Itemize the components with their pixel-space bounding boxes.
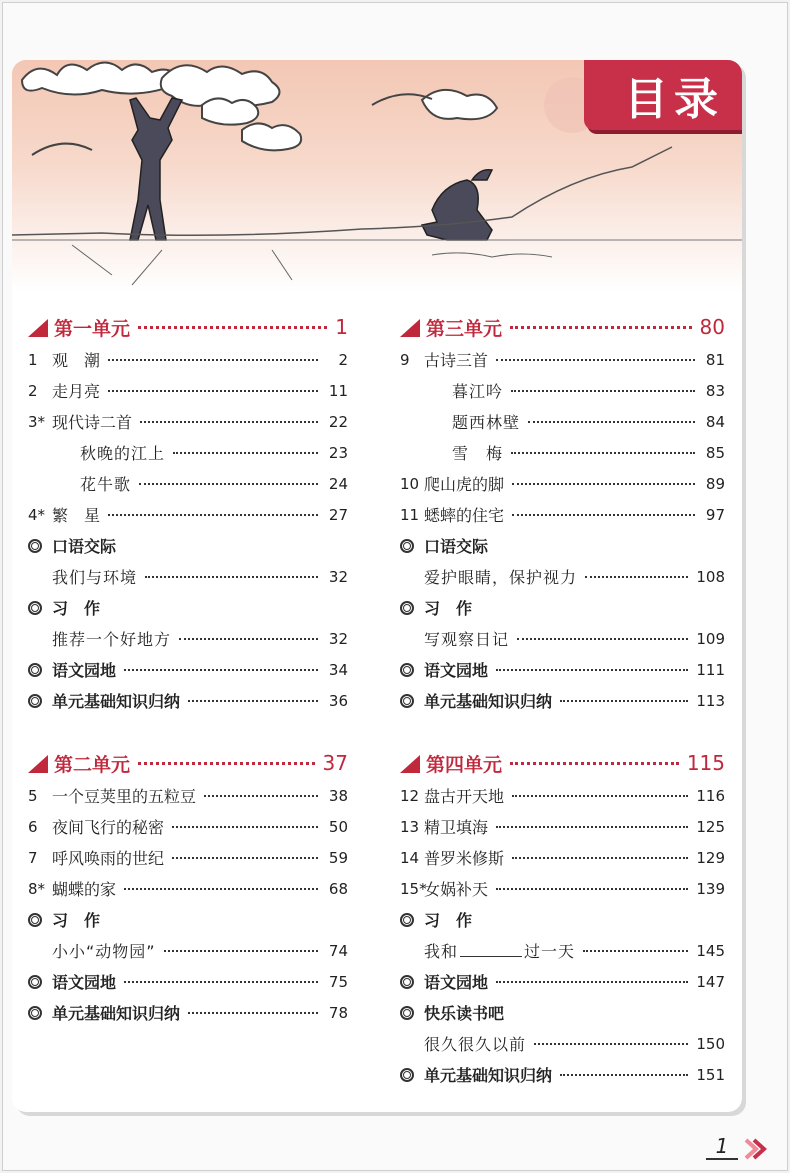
toc-subentry[interactable]: [28, 468, 348, 499]
toc-subentry[interactable]: [400, 935, 725, 966]
circle-bullet-icon: [28, 1006, 42, 1020]
unit-page: 115: [686, 751, 725, 775]
leader-dots: [172, 857, 318, 859]
leader-dots: [512, 795, 688, 797]
section-title: 单元基础知识归纳: [424, 1066, 553, 1085]
circle-bullet-icon: [400, 601, 414, 615]
toc-subentry[interactable]: [28, 935, 348, 966]
entry-title: 一个豆荚里的五粒豆: [52, 787, 197, 806]
unit-page: 80: [699, 315, 725, 339]
triangle-icon: [400, 319, 420, 337]
toc-entry[interactable]: [400, 344, 725, 375]
entry-page: 22: [328, 412, 348, 431]
section-title: 口语交际: [424, 537, 489, 556]
entry-title: 我们与环境: [52, 568, 138, 587]
leader-dots: [583, 950, 688, 952]
section-title: 习 作: [424, 911, 473, 930]
entry-page: 111: [696, 660, 725, 679]
leader-dots: [188, 700, 318, 702]
toc-entry[interactable]: [28, 406, 348, 437]
leader-dots: [172, 826, 318, 828]
toc-section[interactable]: [28, 685, 348, 716]
toc-entry[interactable]: [28, 344, 348, 375]
entry-title: 秋晚的江上: [80, 444, 166, 463]
entry-page: 81: [705, 350, 725, 369]
circle-bullet-icon: [28, 694, 42, 708]
section-title: 单元基础知识归纳: [52, 1004, 181, 1023]
entry-page: 108: [696, 567, 725, 586]
entry-index: 7: [28, 848, 38, 867]
entry-page: 83: [705, 381, 725, 400]
entry-page: 27: [328, 505, 348, 524]
unit-heading[interactable]: [28, 746, 348, 780]
unit-title: 第二单元: [54, 753, 131, 776]
toc-entry[interactable]: [400, 780, 725, 811]
circle-bullet-icon: [400, 694, 414, 708]
entry-index: 9: [400, 350, 410, 369]
circle-bullet-icon: [400, 1006, 414, 1020]
entry-index: 6: [28, 817, 38, 836]
unit-page: 1: [335, 315, 348, 339]
entry-title: 普罗米修斯: [424, 849, 505, 868]
leader-dots: [108, 359, 318, 361]
entry-title: 雪 梅: [452, 444, 504, 463]
entry-title: 夜间飞行的秘密: [52, 818, 165, 837]
entry-title: 精卫填海: [424, 818, 489, 837]
entry-page: 24: [328, 474, 348, 493]
entry-page: 84: [705, 412, 725, 431]
section-title: 语文园地: [424, 973, 489, 992]
toc-section[interactable]: [28, 904, 348, 935]
section-title: 快乐读书吧: [424, 1004, 505, 1023]
left-column: [28, 310, 348, 1028]
toc-entry[interactable]: [28, 873, 348, 904]
entry-title: 走月亮: [52, 382, 101, 401]
entry-title: 题西林壁: [452, 413, 521, 432]
entry-page: 50: [328, 817, 348, 836]
entry-index: 15*: [400, 879, 427, 898]
entry-page: 151: [696, 1065, 725, 1084]
entry-title: 蟋蟀的住宅: [424, 506, 505, 525]
toc-entry[interactable]: [28, 780, 348, 811]
entry-index: 8*: [28, 879, 46, 898]
toc-subentry[interactable]: [400, 1028, 725, 1059]
entry-title: 女娲补天: [424, 880, 489, 899]
toc-section[interactable]: [400, 904, 725, 935]
unit-heading[interactable]: [28, 310, 348, 344]
leader-dots: [528, 421, 695, 423]
leader-dots: [138, 326, 327, 329]
toc-subentry[interactable]: [400, 406, 725, 437]
leader-dots: [124, 981, 318, 983]
section-title: 语文园地: [52, 661, 117, 680]
toc-subentry[interactable]: [28, 623, 348, 654]
leader-dots: [204, 795, 318, 797]
unit-title: 第三单元: [426, 317, 503, 340]
section-title: 单元基础知识归纳: [424, 692, 553, 711]
leader-dots: [585, 576, 688, 578]
circle-bullet-icon: [28, 601, 42, 615]
section-title: 单元基础知识归纳: [52, 692, 181, 711]
entry-index: 14: [400, 848, 420, 867]
triangle-icon: [400, 755, 420, 773]
entry-title: 盘古开天地: [424, 787, 505, 806]
toc-entry[interactable]: [28, 375, 348, 406]
toc-section[interactable]: [400, 685, 725, 716]
circle-bullet-icon: [400, 975, 414, 989]
leader-dots: [534, 1043, 688, 1045]
leader-dots: [179, 638, 318, 640]
entry-title: 推荐一个好地方: [52, 630, 172, 649]
entry-page: 97: [705, 505, 725, 524]
entry-title-start: 我和: [424, 942, 459, 961]
entry-index: 1: [28, 350, 38, 369]
entry-index: 11: [400, 505, 420, 524]
entry-page: 147: [696, 972, 725, 991]
leader-dots: [496, 826, 688, 828]
entry-page: 32: [328, 629, 348, 648]
entry-index: 12: [400, 786, 420, 805]
entry-title: 爱护眼睛，保护视力: [424, 568, 578, 587]
leader-dots: [188, 1012, 318, 1014]
toc-subentry[interactable]: [28, 561, 348, 592]
entry-title: 暮江吟: [452, 382, 504, 401]
entry-page: 116: [696, 786, 725, 805]
entry-page: 23: [328, 443, 348, 462]
triangle-icon: [28, 755, 48, 773]
entry-title: 观 潮: [52, 351, 101, 370]
entry-page: 139: [696, 879, 725, 898]
toc-entry[interactable]: [400, 499, 725, 530]
entry-page: 109: [696, 629, 725, 648]
toc-section[interactable]: [28, 592, 348, 623]
leader-dots: [510, 762, 679, 765]
leader-dots: [164, 950, 318, 952]
toc-entry[interactable]: [400, 811, 725, 842]
circle-bullet-icon: [28, 975, 42, 989]
entry-page: 36: [328, 691, 348, 710]
leader-dots: [560, 700, 688, 702]
unit-title: 第四单元: [426, 753, 503, 776]
section-title: 语文园地: [52, 973, 117, 992]
unit-page: 37: [322, 751, 348, 775]
entry-page: 74: [328, 941, 348, 960]
circle-bullet-icon: [28, 663, 42, 677]
entry-page: 11: [328, 381, 348, 400]
leader-dots: [124, 888, 318, 890]
circle-bullet-icon: [400, 663, 414, 677]
page-title: 目录: [624, 74, 724, 125]
entry-title: 很久很久以前: [424, 1035, 527, 1054]
leader-dots: [496, 669, 688, 671]
entry-page: 85: [705, 443, 725, 462]
leader-dots: [138, 762, 315, 765]
toc-section[interactable]: [28, 530, 348, 561]
entry-index: 10: [400, 474, 420, 493]
entry-title: 现代诗二首: [52, 413, 133, 432]
entry-page: 34: [328, 660, 348, 679]
entry-page: 89: [705, 474, 725, 493]
entry-page: 150: [696, 1034, 725, 1053]
entry-title: 写观察日记: [424, 630, 510, 649]
section-title: 习 作: [424, 599, 473, 618]
triangle-icon: [28, 319, 48, 337]
entry-page: 75: [328, 972, 348, 991]
section-title: 口语交际: [52, 537, 117, 556]
unit-title: 第一单元: [54, 317, 131, 340]
leader-dots: [124, 669, 318, 671]
unit-heading[interactable]: [400, 310, 725, 344]
circle-bullet-icon: [400, 539, 414, 553]
entry-page: 78: [328, 1003, 348, 1022]
entry-title: 繁 星: [52, 506, 101, 525]
toc-section[interactable]: [28, 997, 348, 1028]
entry-index: 13: [400, 817, 420, 836]
leader-dots: [139, 483, 318, 485]
entry-title: 爬山虎的脚: [424, 475, 505, 494]
entry-page: 125: [696, 817, 725, 836]
leader-dots: [140, 421, 318, 423]
right-column: [400, 310, 725, 1090]
entry-index: 3*: [28, 412, 46, 431]
circle-bullet-icon: [400, 1068, 414, 1082]
entry-title: [400, 939, 575, 962]
leader-dots: [511, 452, 695, 454]
unit-heading[interactable]: [400, 746, 725, 780]
entry-title: 蝴蝶的家: [52, 880, 117, 899]
leader-dots: [560, 1074, 688, 1076]
leader-dots: [496, 981, 688, 983]
toc-section[interactable]: [28, 966, 348, 997]
toc-entry[interactable]: [28, 842, 348, 873]
toc-subentry[interactable]: [28, 437, 348, 468]
entry-title: 呼风唤雨的世纪: [52, 849, 165, 868]
section-title: 语文园地: [424, 661, 489, 680]
toc-subentry[interactable]: [400, 437, 725, 468]
entry-page: 38: [328, 786, 348, 805]
toc-section[interactable]: [400, 997, 725, 1028]
entry-page: 32: [328, 567, 348, 586]
toc-section[interactable]: [28, 654, 348, 685]
leader-dots: [512, 483, 695, 485]
section-title: 习 作: [52, 911, 101, 930]
leader-dots: [108, 514, 318, 516]
leader-dots: [510, 326, 692, 329]
entry-title: 古诗三首: [424, 351, 489, 370]
leader-dots: [496, 359, 695, 361]
entry-index: 2: [28, 381, 38, 400]
section-title: 习 作: [52, 599, 101, 618]
circle-bullet-icon: [400, 913, 414, 927]
entry-title-end: 过一天: [524, 942, 576, 961]
entry-index: 5: [28, 786, 38, 805]
entry-page: 145: [696, 941, 725, 960]
leader-dots: [511, 390, 695, 392]
toc-entry[interactable]: [400, 468, 725, 499]
leader-dots: [517, 638, 688, 640]
entry-page: 113: [696, 691, 725, 710]
next-page-arrow-icon[interactable]: [742, 1138, 768, 1160]
toc-entry[interactable]: [400, 842, 725, 873]
circle-bullet-icon: [28, 539, 42, 553]
toc-entry[interactable]: [28, 811, 348, 842]
toc-subentry[interactable]: [400, 375, 725, 406]
toc-subentry[interactable]: [400, 561, 725, 592]
toc-title-tab: [584, 60, 742, 130]
fill-in-blank: [460, 942, 522, 957]
toc-section[interactable]: [400, 654, 725, 685]
toc-subentry[interactable]: [400, 623, 725, 654]
entry-page: 59: [328, 848, 348, 867]
page-number: 1: [706, 1134, 738, 1160]
toc-section[interactable]: [400, 1059, 725, 1090]
toc-section[interactable]: [400, 592, 725, 623]
toc-entry[interactable]: [28, 499, 348, 530]
circle-bullet-icon: [28, 913, 42, 927]
toc-entry[interactable]: [400, 873, 725, 904]
entry-title: 小小“动物园”: [52, 942, 156, 961]
entry-index: 4*: [28, 505, 46, 524]
leader-dots: [512, 857, 688, 859]
leader-dots: [108, 390, 318, 392]
leader-dots: [145, 576, 318, 578]
leader-dots: [512, 514, 695, 516]
leader-dots: [496, 888, 688, 890]
entry-page: 129: [696, 848, 725, 867]
entry-title: 花牛歌: [80, 475, 132, 494]
toc-section[interactable]: [400, 530, 725, 561]
toc-section[interactable]: [400, 966, 725, 997]
entry-page: 68: [328, 879, 348, 898]
leader-dots: [173, 452, 318, 454]
entry-page: 2: [338, 350, 348, 369]
